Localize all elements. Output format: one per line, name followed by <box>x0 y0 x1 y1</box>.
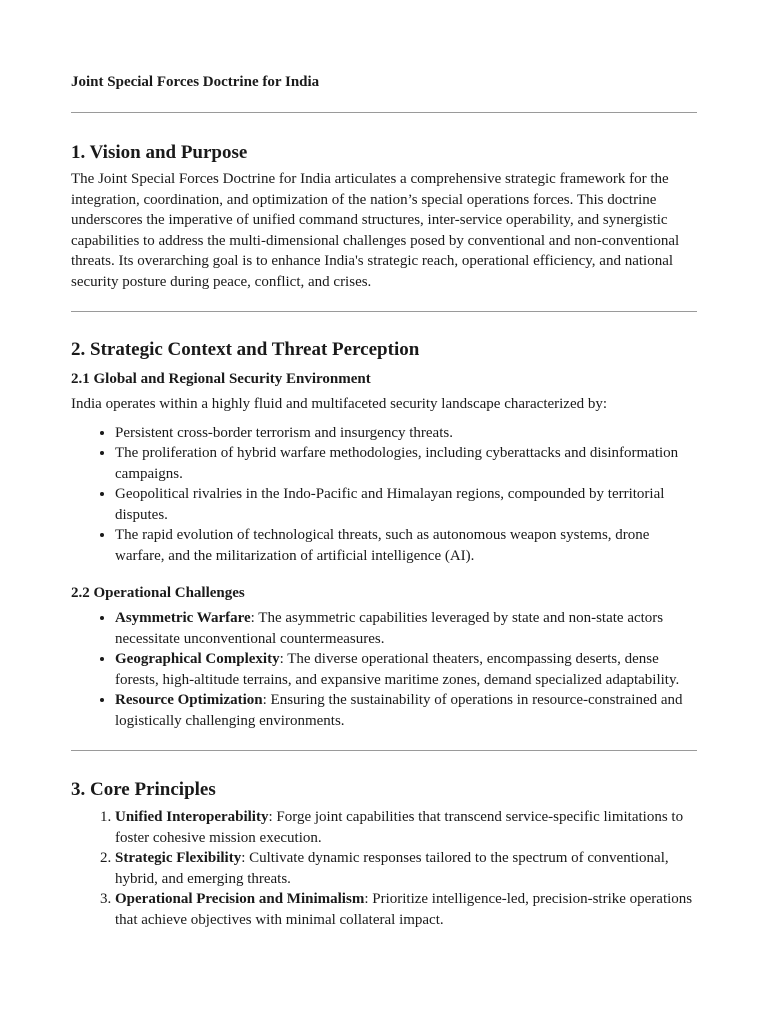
section-divider <box>71 112 697 113</box>
section-strategic-context <box>71 338 697 731</box>
list-item-text: : The asymmetric capabilities leveraged by state and non-state actors necessitate unconventional countermeasures. <box>115 610 664 647</box>
list-item: • The rapid evolution of technological threats, such as autonomous weapon systems, drone warfare, and the militarization of artificial intelligence (AI). <box>115 525 697 566</box>
list-item-term: Strategic Flexibility <box>115 850 242 866</box>
list-item-text: : Prioritize intelligence-led, precision-strike operations that achieve objectives with minimal collateral impact. <box>115 891 693 928</box>
subsection-intro: India operates within a highly fluid and multifaceted security landscape characterized by: <box>71 396 608 412</box>
section-heading: 3. Core Principles <box>71 779 216 800</box>
list-item-term: Resource Optimization <box>115 692 263 708</box>
section-core-principles <box>71 778 697 930</box>
section-paragraph: The Joint Special Forces Doctrine for India articulates a comprehensive strategic framework for the integration, coordination, and optimization of the nation’s special operations forces. This doctrine underscores the imperative of unified command structures, inter-service operability, and synergistic capabilities to address the multi-dimensional challenges posed by conventional and non-conventional threats. Its overarching goal is to enhance India's strategic reach, operational efficiency, and national security posture during peace, conflict, and crises. <box>71 171 680 290</box>
list-item <box>115 889 697 930</box>
list-item-term: Unified Interoperability <box>115 809 269 825</box>
list-item: • Geopolitical rivalries in the Indo-Pacific and Himalayan regions, compounded by territorial disputes. <box>115 484 697 525</box>
section-heading: 2. Strategic Context and Threat Perception <box>71 339 420 360</box>
subsection-heading: 2.1 Global and Regional Security Environment <box>71 371 371 387</box>
bullet-list <box>71 608 697 731</box>
list-item: • The proliferation of hybrid warfare methodologies, including cyberattacks and disinformation campaigns. <box>115 443 697 484</box>
list-item <box>115 649 697 690</box>
list-item-text: : The diverse operational theaters, encompassing deserts, dense forests, high-altitude terrains, and expansive maritime zones, demand specialized adaptability. <box>115 651 680 688</box>
section-vision-purpose <box>71 141 697 292</box>
list-item <box>115 807 697 848</box>
list-item-text: : Ensuring the sustainability of operations in resource-constrained and logistically challenging environments. <box>115 692 683 729</box>
numbered-list <box>71 807 697 930</box>
bullet-list <box>71 423 697 567</box>
list-item-term: Operational Precision and Minimalism <box>115 891 365 907</box>
section-heading: 1. Vision and Purpose <box>71 142 248 163</box>
document-title: Joint Special Forces Doctrine for India <box>71 74 320 90</box>
list-item: • Persistent cross-border terrorism and insurgency threats. <box>115 423 697 444</box>
list-item <box>115 690 697 731</box>
list-item-term: Asymmetric Warfare <box>115 610 251 626</box>
list-item <box>115 848 697 889</box>
list-item <box>115 608 697 649</box>
list-item-text: : Cultivate dynamic responses tailored to the spectrum of conventional, hybrid, and emerging threats. <box>115 850 669 887</box>
list-item-term: Geographical Complexity <box>115 651 280 667</box>
list-item-text: : Forge joint capabilities that transcend service-specific limitations to foster cohesive mission execution. <box>115 809 684 846</box>
subsection-heading: 2.2 Operational Challenges <box>71 585 245 601</box>
section-divider <box>71 311 697 312</box>
section-divider <box>71 750 697 751</box>
